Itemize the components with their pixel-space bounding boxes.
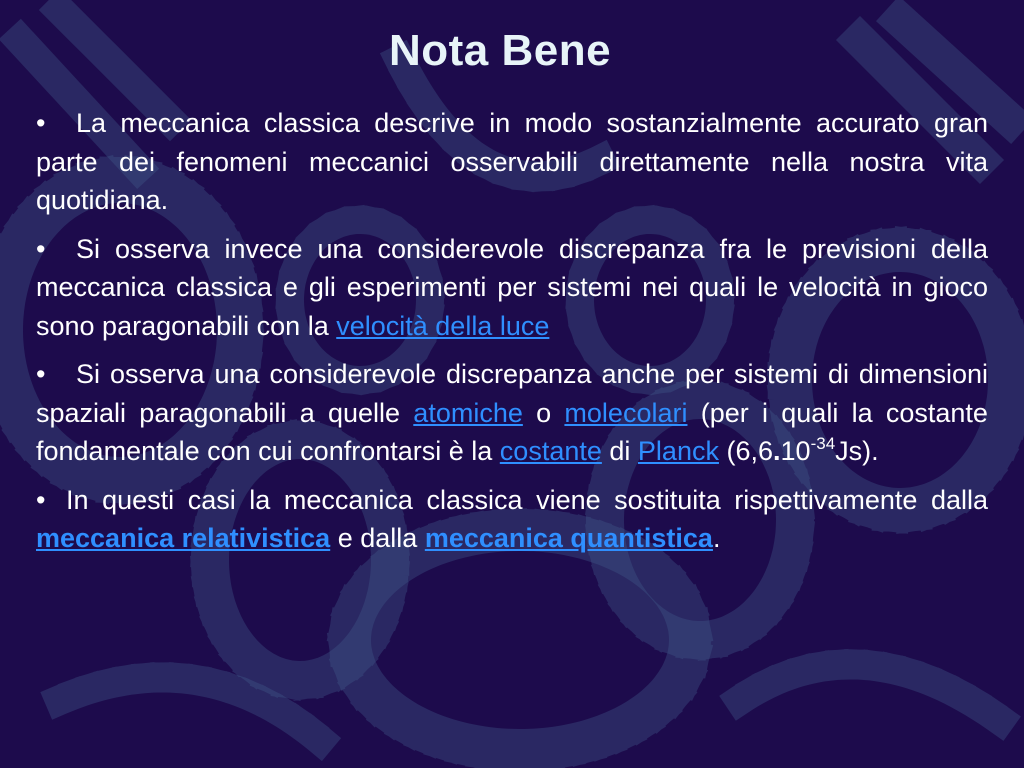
planck-exponent: -34	[810, 434, 836, 453]
multiplication-dot: .	[773, 436, 781, 466]
paragraph-3-text: (per i quali la costante fondamentale con cui confrontarsi è la	[36, 397, 988, 466]
link-atomiche[interactable]: atomiche	[413, 397, 523, 428]
paragraph-4-text: .	[712, 523, 721, 553]
link-meccanica-quantistica[interactable]: meccanica quantistica	[424, 523, 713, 553]
slide-content	[36, 104, 988, 568]
paragraph-4-text: e dalla	[337, 523, 418, 553]
link-velocita-della-luce[interactable]: velocità della luce	[336, 310, 550, 341]
paragraph-3-text: Si osserva una considerevole discrepanza anche per sistemi di dimensioni spaziali paragonabili a quelle	[36, 359, 988, 428]
bullet: •	[36, 108, 46, 138]
link-costante[interactable]: costante	[499, 436, 602, 466]
paragraph-2-text: Si osserva invece una considerevole discrepanza fra le previsioni della meccanica classica e gli esperimenti per sistemi nei quali le velocità in gioco sono paragonabili con la	[36, 233, 988, 341]
bullet: •	[36, 233, 46, 264]
paragraph-2	[36, 230, 988, 346]
link-molecolari[interactable]: molecolari	[564, 397, 688, 428]
paragraph-4	[36, 481, 988, 558]
paragraph-3-text: di	[609, 436, 631, 466]
paragraph-3-text: o	[536, 397, 552, 428]
paragraph-1-text: La meccanica classica descrive in modo sostanzialmente accurato gran parte dei fenomeni meccanici osservabili direttamente nella nostra vita quotidiana.	[36, 108, 988, 215]
paragraph-1	[36, 104, 988, 220]
link-planck[interactable]: Planck	[637, 436, 719, 466]
bullet: •	[36, 484, 46, 515]
slide-title: Nota Bene	[388, 26, 612, 75]
planck-value	[726, 436, 878, 466]
paragraph-3	[36, 355, 988, 471]
planck-value-mantissa: (6,6	[726, 436, 774, 466]
paragraph-4-text: In questi casi la meccanica classica viene sostituita rispettivamente dalla	[66, 484, 988, 515]
planck-value-unit: Js).	[835, 436, 879, 466]
bullet: •	[36, 359, 46, 389]
link-meccanica-relativistica[interactable]: meccanica relativistica	[36, 523, 331, 553]
planck-value-base: 10	[780, 436, 811, 466]
